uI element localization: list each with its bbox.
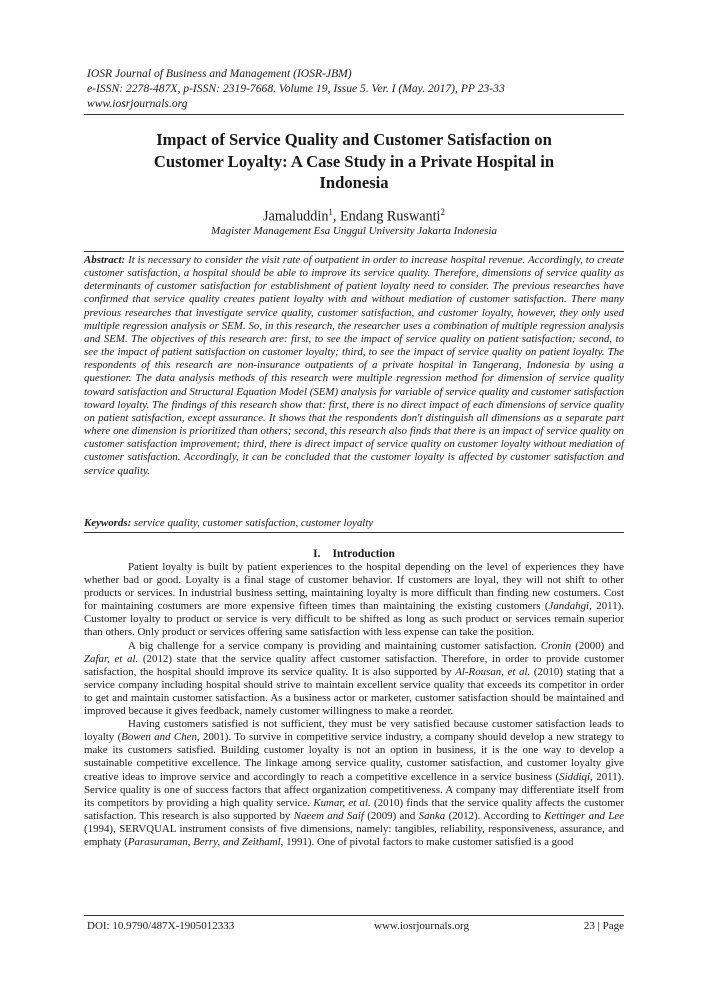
body-text [84,561,624,849]
paragraph [84,640,624,719]
text-run: A big challenge for a service company is providing and maintaining customer satisfaction. [128,639,541,652]
text-run: (2000) and [571,639,624,652]
citation: Jandahgi [548,600,590,613]
section-heading [84,547,624,561]
paragraph [84,718,624,849]
text-run: (2012). According to [445,809,545,822]
keywords-text: service quality, customer satisfaction, customer loyalty [131,517,374,529]
author-affiliation-mark: 2 [440,207,445,217]
text-run: , 2011). Service quality is one of success factors that affect organization competitiveness. A company may differentiate itself from its competitors by providing a high quality service. [84,770,625,809]
title-line: Customer Loyalty: A Case Study in a Private Hospital in [153,151,555,171]
keywords-label: Keywords: [84,517,132,529]
journal-name: IOSR Journal of Business and Management (IOSR-JBM) [87,67,352,80]
citation: Parasuraman, Berry, and Zeithaml [127,835,281,848]
author-affiliation-mark: 1 [328,207,333,217]
citation: Al-Rousan, et al. [455,665,531,678]
text-run: (2009) and [363,809,419,822]
paper-title [84,129,624,194]
keywords [84,517,624,530]
abstract-text: It is necessary to consider the visit rate of outpatient in order to increase hospital revenue. Accordingly, to create customer satisfaction, a hospital should be able to improve its service quality. Therefore, dimensions of service quality as determinants of customer satisfaction for establishment of patient loyalty need to consider. The previous researches have confirmed that service quality creates patient loyalty with and without mediation of customer satisfaction. There many previous researches that investigate service quality, customer satisfaction, and customer loyalty, however, they only used multiple regression analysis or SEM. So, in this research, the researcher uses a combination of multiple regression analysis and SEM. The objectives of this research are: first, to see the impact of service quality on patient satisfaction; second, to see the impact of patient satisfaction on customer loyalty; third, to see the impact of service quality on patient loyalty. The respondents of this research are non-insurance outpatients of a private hospital in Tangerang, Indonesia by using a questioner. The data analysis methods of this research were multiple regression method for dimension of service quality toward satisfaction and Structural Equation Model (SEM) analysis for variable of service quality and customer satisfaction toward loyalty. The findings of this research show that: first, there is no direct impact of each dimensions of service quality on patient satisfaction, except assurance. It shows that the respondents don't distinguish all dimensions as a separate part where one dimension is prioritized than others; second, this research also finds that there is an impact of service quality on customer satisfaction improvement; third, there is direct impact of service quality on customer loyalty without mediation of customer satisfaction. Accordingly, it can be concluded that the customer loyalty is affected by customer satisfaction and service quality. [84,254,624,477]
citation: Naeem and Saif [293,809,364,822]
text-run: Having customers satisfied is not sufficient, they must be very satisfied because customer satisfaction leads to loyalty ( [84,718,624,744]
journal-website: www.iosrjournals.org [87,97,188,110]
citation: Siddiqi [559,770,591,783]
abstract [84,254,624,478]
abstract-bottom-rule [84,532,624,533]
author-name: Jamaluddin [263,208,329,225]
text-run: (2012) state that the service quality affect customer satisfaction. Therefore, in order to provide customer satisfaction, the hospital should improve its service quality. It is also supported by [84,652,625,678]
footer-page-number: 23 | Page [583,920,624,932]
abstract-top-rule [84,251,624,252]
citation: Cronin [540,639,572,652]
text-run: (2010) finds that the service quality affects the customer satisfaction. This research is also supported by [84,796,624,822]
issn-line: e-ISSN: 2278-487X, p-ISSN: 2319-7668. Volume 19, Issue 5. Ver. I (May. 2017), PP 23-33 [87,82,505,95]
text-run: Patient loyalty is built by patient experiences to the hospital depending on the level of experiences they have whether bad or good. Loyalty is a final stage of customer behavior. If customers are loyal, they will not shift to other products or services. In industrial business setting, maintaining loyalty is more difficult than finding new costumers. Cost for maintaining costumers are more expensive fifteen times than maintaining the existing customers ( [84,561,624,613]
text-run: , 2011). Customer loyalty to product or service is very difficult to be shifted as long as such product or services remain superior than others. Only product or services offering same satisfaction with less expense can take the position. [84,600,624,639]
footer-website: www.iosrjournals.org [374,920,470,932]
text-run: , 2001). To survive in competitive service industry, a company should develop a new strategy to make its customers satisfied. Building customer loyalty is not an option in business, it is the one way to develop a sustainable competitive excellence. The linkage among service quality, customer satisfaction, and customer loyalty give creative ideas to improve service and accordingly to reach a competitive excellence in a service business ( [84,731,624,783]
citation: Zafar, et al. [84,652,139,665]
journal-header [87,66,627,111]
header-rule [84,114,624,115]
author-separator: , [332,208,341,225]
abstract-label: Abstract: [84,254,126,266]
citation: Sanka [418,809,446,822]
citation: Bowen and Chen [121,731,197,744]
citation: Kumar, et al. [313,796,371,809]
text-run: , 1991). One of pivotal factors to make customer satisfied is a good [280,835,574,848]
author-name: Endang Ruswanti [340,208,441,225]
text-run: (1994), SERVQUAL instrument consists of five dimensions, namely: tangibles, reliability, responsiveness, assurance, and emphaty ( [84,822,624,848]
affiliation: Magister Management Esa Unggul University Jakarta Indonesia [211,225,497,237]
paragraph [84,561,624,640]
title-line: Impact of Service Quality and Customer Satisfaction on [156,130,552,149]
title-line: Indonesia [319,173,389,192]
citation: Kettinger and Lee [544,809,625,822]
section-title: Introduction [332,548,395,560]
footer-doi: DOI: 10.9790/487X-1905012333 [87,920,235,932]
section-number: I. [313,548,321,560]
author-list [84,203,624,226]
footer-rule [84,915,624,916]
text-run: (2010) stating that a service company including hospital should strive to maintain excellent service quality that exceeds its competitor in order to get and maintain customer satisfaction. As a business actor or marketer, customer satisfaction should be maintained and improved because it gives feedback, namely customer willingness to make a reorder. [84,665,624,718]
